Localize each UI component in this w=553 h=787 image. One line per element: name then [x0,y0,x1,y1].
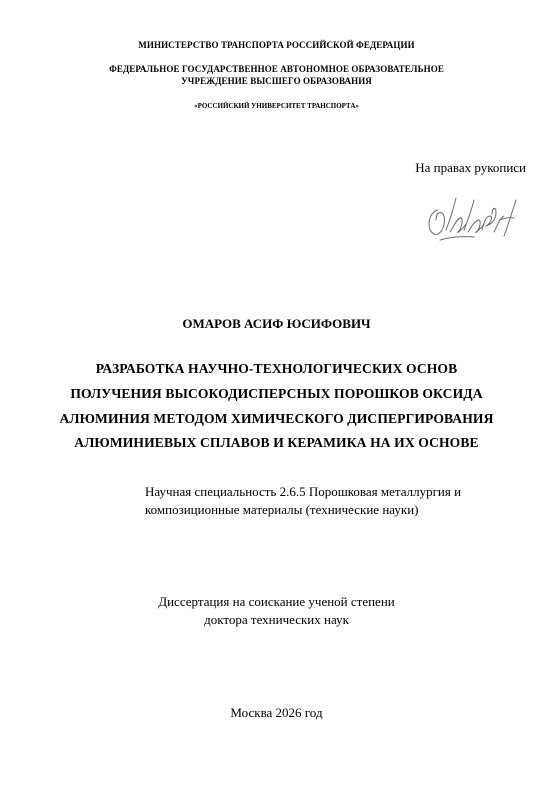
title-line-2: ПОЛУЧЕНИЯ ВЫСОКОДИСПЕРСНЫХ ПОРОШКОВ ОКСИДА [70,386,483,401]
specialty-line-1: Научная специальность 2.6.5 Порошковая металлургия и [145,484,462,499]
dissertation-line-1: Диссертация на соискание ученой степени [158,594,395,609]
institution-line-1: ФЕДЕРАЛЬНОЕ ГОСУДАРСТВЕННОЕ АВТОНОМНОЕ ОБРАЗОВАТЕЛЬНОЕ [109,64,444,74]
author-name: ОМАРОВ АСИФ ЮСИФОВИЧ [182,316,371,331]
ministry-header: МИНИСТЕРСТВО ТРАНСПОРТА РОССИЙСКОЙ ФЕДЕРАЦИИ [138,40,415,50]
signature-icon [420,190,520,242]
title-line-3: АЛЮМИНИЯ МЕТОДОМ ХИМИЧЕСКОГО ДИСПЕРГИРОВАНИЯ [59,411,494,426]
place-year: Москва 2026 год [230,705,323,720]
dissertation-line-2: доктора технических наук [204,612,349,627]
specialty-line-2: композиционные материалы (технические науки) [145,502,419,517]
title-line-1: РАЗРАБОТКА НАУЧНО-ТЕХНОЛОГИЧЕСКИХ ОСНОВ [95,361,458,376]
university-name: «РОССИЙСКИЙ УНИВЕРСИТЕТ ТРАНСПОРТА» [194,102,359,110]
rights-note: На правах рукописи [415,160,526,175]
title-line-4: АЛЮМИНИЕВЫХ СПЛАВОВ И КЕРАМИКА НА ИХ ОСНОВЕ [74,435,479,450]
institution-line-2: УЧРЕЖДЕНИЕ ВЫСШЕГО ОБРАЗОВАНИЯ [181,76,372,86]
